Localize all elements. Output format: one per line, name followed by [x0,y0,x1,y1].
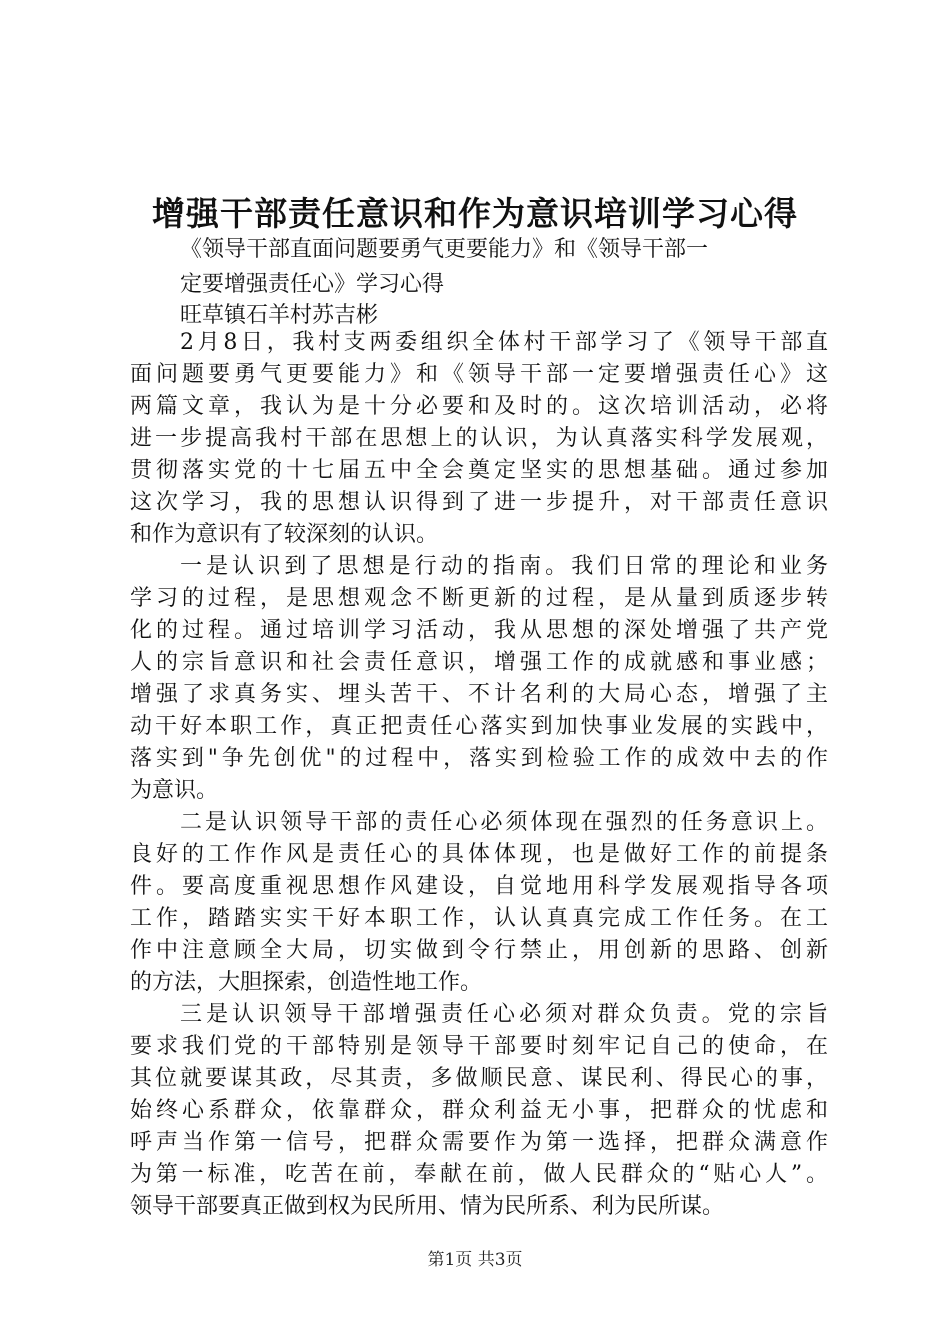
author-line: 旺草镇石羊村苏吉彬 [180,303,379,328]
body-line: 的方法，大胆探索，创造性地工作。 [130,970,483,995]
body-line: 呼声当作第一信号，把群众需要作为第一选择，把群众满意作 [130,1130,828,1155]
body-line: 为意识。 [130,778,219,803]
body-line: 人的宗旨意识和社会责任意识，增强工作的成就感和事业感； [130,650,828,675]
subtitle-line-2: 定要增强责任心》学习心得 [180,272,445,297]
body-line: 二是认识领导干部的责任心必须体现在强烈的任务意识上。 [180,810,828,835]
body-line: 一是认识到了思想是行动的指南。我们日常的理论和业务 [180,554,828,579]
page-footer: 第1页 共3页 [427,1250,523,1270]
body-line: 和作为意识有了较深刻的认识。 [130,522,439,547]
body-line: 落实到"争先创优"的过程中，落实到检验工作的成效中去的作 [130,746,828,771]
body-line: 化的过程。通过培训学习活动，我从思想的深处增强了共产党 [130,618,828,643]
body-line: 这次学习，我的思想认识得到了进一步提升，对干部责任意识 [130,490,828,515]
body-line: 动干好本职工作，真正把责任心落实到加快事业发展的实践中， [130,714,828,739]
body-line: 要求我们党的干部特别是领导干部要时刻牢记自己的使命，在 [130,1034,828,1059]
body-line: 进一步提高我村干部在思想上的认识，为认真落实科学发展观， [130,426,828,451]
body-line: 三是认识领导干部增强责任心必须对群众负责。党的宗旨 [180,1002,828,1027]
body-line: 两篇文章，我认为是十分必要和及时的。这次培训活动，必将 [130,394,828,419]
body-line: 领导干部要真正做到权为民所用、情为民所系、利为民所谋。 [130,1194,725,1219]
body-line: 增强了求真务实、埋头苦干、不计名利的大局心态，增强了主 [130,682,828,707]
body-line: 其位就要谋其政，尽其责，多做顺民意、谋民利、得民心的事， [130,1066,828,1091]
body-line: 作中注意顾全大局，切实做到令行禁止，用创新的思路、创新 [130,938,828,963]
body-line: 贯彻落实党的十七届五中全会奠定坚实的思想基础。通过参加 [130,458,828,483]
body-line: 为第一标准，吃苦在前，奉献在前，做人民群众的“贴心人”。 [130,1162,828,1187]
body-line: 始终心系群众，依靠群众，群众利益无小事，把群众的忧虑和 [130,1098,828,1123]
body-line: 学习的过程，是思想观念不断更新的过程，是从量到质逐步转 [130,586,828,611]
body-line: 件。要高度重视思想作风建设，自觉地用科学发展观指导各项 [130,874,828,899]
body-line: 面问题要勇气更要能力》和《领导干部一定要增强责任心》这 [130,362,828,387]
body-line: 2月8日，我村支两委组织全体村干部学习了《领导干部直 [180,330,828,355]
document-title: 增强干部责任意识和作为意识培训学习心得 [152,194,798,233]
subtitle-line-1: 《领导干部直面问题要勇气更要能力》和《领导干部一 [180,237,709,262]
body-line: 工作，踏踏实实干好本职工作，认认真真完成工作任务。在工 [130,906,828,931]
body-line: 良好的工作作风是责任心的具体体现，也是做好工作的前提条 [130,842,828,867]
